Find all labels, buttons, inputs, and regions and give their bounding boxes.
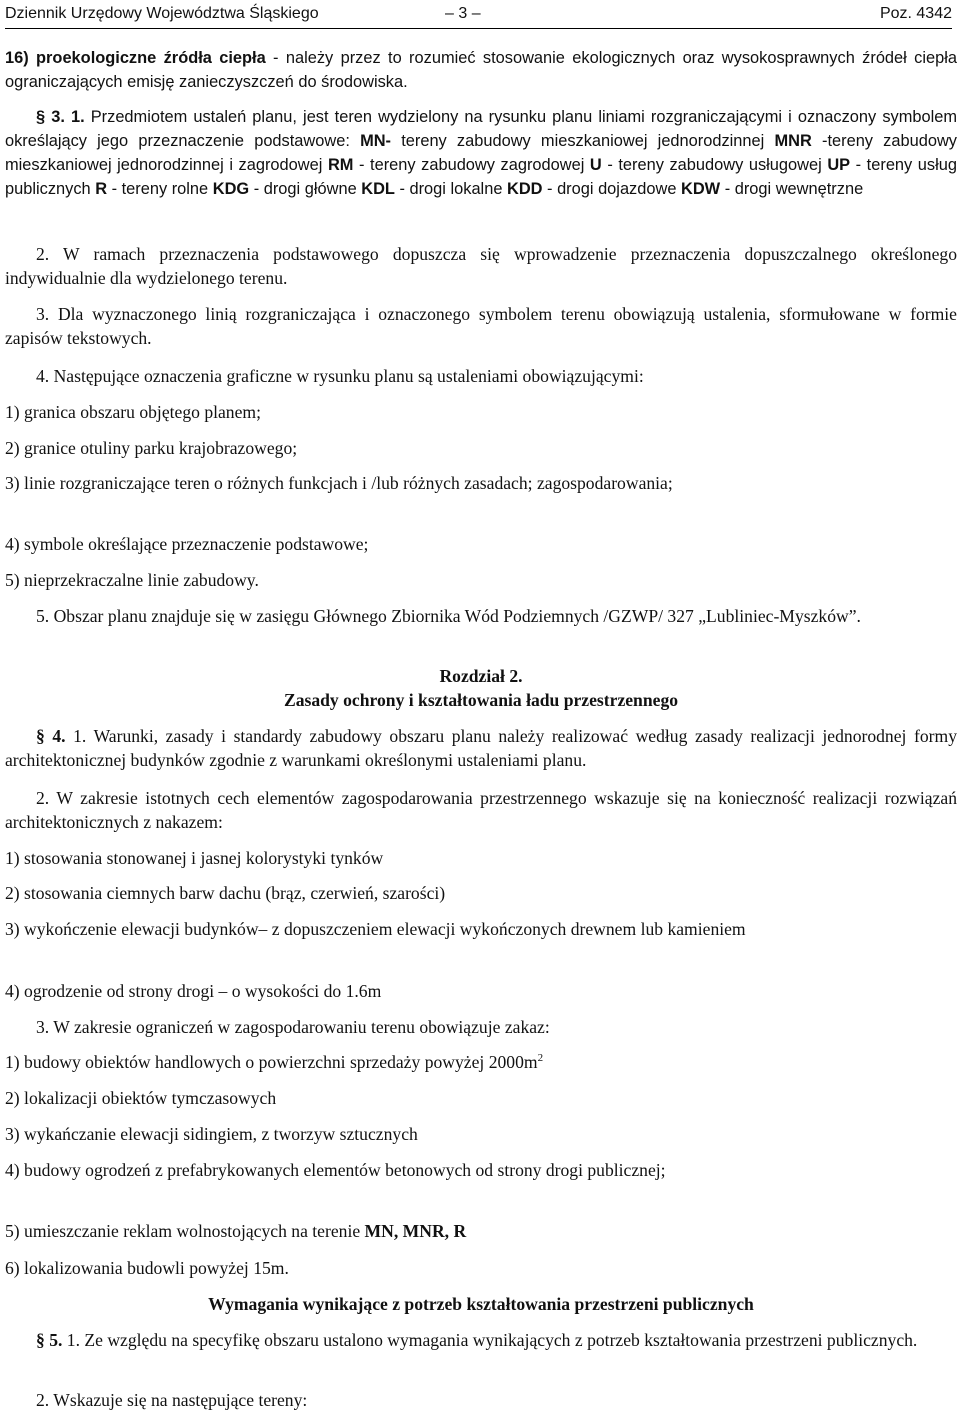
list-item — [5, 1122, 957, 1146]
position-number: Poz. 4342 — [879, 5, 952, 22]
list-item-text: 5) umieszczanie reklam wolnostojących na terenie — [5, 1221, 365, 1241]
section-3-paragraph-3 — [5, 302, 957, 350]
definition-term: 16) proekologiczne źródła ciepła — [5, 49, 266, 67]
list-item-text: 2) granice otuliny parku krajobrazowego; — [5, 438, 298, 458]
symbol-mnr-desc: -tereny zabudowy mieszkaniowej jednorodzinnej i zagrodowej — [5, 132, 957, 174]
section-5-paragraph-2 — [5, 1388, 957, 1412]
symbol-list: MN, MNR, R — [364, 1221, 467, 1241]
symbol-kdg: KDG — [212, 180, 250, 198]
symbol-kdl-desc: - drogi lokalne — [394, 180, 507, 198]
chapter-title-text: Zasady ochrony i kształtowania ładu przestrzennego — [283, 690, 679, 710]
chapter-number-text: Rozdział 2. — [439, 666, 523, 686]
list-item-text: 6) lokalizowania budowli powyżej 15m. — [5, 1258, 289, 1278]
list-item — [5, 917, 805, 941]
list-item-text: 3) wykończenie elewacji budynków– z dopuszczeniem elewacji wykończonych drewnem lub kamieniem — [5, 919, 746, 939]
paragraph-text: 4. Następujące oznaczenia graficzne w rysunku planu są ustaleniami obowiązującymi: — [36, 366, 644, 386]
section-3-paragraph-2 — [5, 242, 957, 290]
list-item — [5, 979, 957, 1003]
section-3-paragraph-4 — [5, 364, 957, 388]
symbol-kdd: KDD — [506, 180, 543, 198]
symbol-rm-desc: - tereny zabudowy zagrodowej — [353, 156, 590, 174]
symbol-r: R — [95, 180, 108, 198]
list-item-text: 4) ogrodzenie od strony drogi – o wysokości do 1.6m — [5, 981, 382, 1001]
symbol-kdw-desc: - drogi wewnętrzne — [720, 180, 864, 198]
section-marker: § 3. 1. — [36, 108, 85, 126]
section-5-paragraph-1 — [5, 1328, 957, 1352]
page-number: – 3 – — [445, 5, 481, 22]
definition-text: - należy przez to rozumieć stosowanie ekologicznych oraz wysokosprawnych źródeł ciepła ograniczających emisję zanieczyszczeń do środowiska. — [5, 49, 957, 91]
subsection-title-text: Wymagania wynikające z potrzeb kształtowania przestrzeni publicznych — [208, 1294, 754, 1314]
subsection-title — [5, 1292, 957, 1316]
definition-item-16 — [5, 46, 957, 94]
symbol-mnr: MNR — [774, 132, 812, 150]
paragraph-text: 5. Obszar planu znajduje się w zasięgu Głównego Zbiornika Wód Podziemnych /GZWP/ 327 „Lubliniec-Myszków”. — [36, 606, 861, 626]
list-item-text: 2) lokalizacji obiektów tymczasowych — [5, 1088, 277, 1108]
list-item — [5, 1050, 957, 1074]
list-item-text: 1) stosowania stonowanej i jasnej kolorystyki tynków — [5, 848, 384, 868]
list-item-text: 3) wykańczanie elewacji sidingiem, z tworzyw sztucznych — [5, 1124, 418, 1144]
symbol-kdd-desc: - drogi dojazdowe — [542, 180, 681, 198]
paragraph-text: 1. Warunki, zasady i standardy zabudowy obszaru planu należy realizować według zasady realizacji jednorodnej formy architektonicznej budynków zgodnie z warunkami określonymi ustaleniami planu. — [5, 726, 957, 770]
list-item — [5, 1086, 957, 1110]
symbol-up-desc: - tereny usług publicznych — [5, 156, 957, 198]
list-item-text: 4) symbole określające przeznaczenie podstawowe; — [5, 534, 369, 554]
section-marker: § 4. — [36, 726, 66, 746]
symbol-kdl: KDL — [361, 180, 395, 198]
list-item-text: 5) nieprzekraczalne linie zabudowy. — [5, 570, 259, 590]
superscript: 2 — [537, 1052, 544, 1064]
symbol-kdw: KDW — [681, 180, 721, 198]
symbol-rm: RM — [327, 156, 354, 174]
paragraph-text: 2. W ramach przeznaczenia podstawowego dopuszcza się wprowadzenie przeznaczenia dopuszczalnego określonego indywidualnie dla wydzielonego terenu. — [5, 244, 957, 288]
paragraph-text: 2. W zakresie istotnych cech elementów zagospodarowania przestrzennego wskazuje się na konieczność realizacji rozwiązań architektonicznych z nakazem: — [5, 788, 957, 832]
chapter-number — [5, 664, 957, 688]
paragraph-text: 1. Ze względu na specyfikę obszaru ustalono wymagania wynikających z potrzeb kształtowania przestrzeni publicznych. — [62, 1330, 918, 1350]
list-item-text: 1) granica obszaru objętego planem; — [5, 402, 261, 422]
paragraph-text: Przedmiotem ustaleń planu, jest teren wydzielony na rysunku planu liniami rozgraniczającymi i oznaczony symbolem określający jego przeznaczenie podstawowe: — [5, 108, 957, 150]
symbol-u: U — [589, 156, 602, 174]
list-item — [5, 471, 685, 495]
list-item — [5, 1158, 775, 1182]
list-item-text: 1) budowy obiektów handlowych o powierzchni sprzedaży powyżej 2000m — [5, 1052, 538, 1072]
paragraph-text: 3. Dla wyznaczonego linią rozgraniczająca i oznaczonego symbolem terenu obowiązują ustalenia, sformułowane w formie zapisów tekstowych. — [5, 304, 957, 348]
section-4-paragraph-1 — [5, 724, 957, 772]
section-marker: § 5. — [36, 1330, 63, 1350]
symbol-u-desc: - tereny zabudowy usługowej — [601, 156, 828, 174]
section-4-paragraph-3 — [5, 1015, 957, 1039]
symbol-mn-desc: tereny zabudowy mieszkaniowej jednorodzinnej — [391, 132, 775, 150]
section-3-paragraph-5 — [5, 604, 957, 628]
list-item — [5, 846, 957, 870]
list-item — [5, 436, 957, 460]
journal-title: Dziennik Urzędowy Województwa Śląskiego — [5, 5, 319, 22]
list-item — [5, 1256, 957, 1280]
section-3-paragraph-1 — [5, 105, 957, 201]
chapter-title — [5, 688, 957, 712]
symbol-r-desc: - tereny rolne — [107, 180, 213, 198]
list-item-text: 4) budowy ogrodzeń z prefabrykowanych elementów betonowych od strony drogi publicznej; — [5, 1160, 666, 1180]
paragraph-text: 2. Wskazuje się na następujące tereny: — [36, 1390, 308, 1410]
page-header — [5, 4, 952, 29]
section-4-paragraph-2 — [5, 786, 957, 834]
symbol-kdg-desc: - drogi główne — [249, 180, 362, 198]
list-item-text: 3) linie rozgraniczające teren o różnych funkcjach i /lub różnych zasadach; zagospodarowania; — [5, 473, 673, 493]
list-item — [5, 568, 957, 592]
list-item — [5, 532, 957, 556]
symbol-mn: MN- — [360, 132, 392, 150]
symbol-up: UP — [827, 156, 851, 174]
list-item-text: 2) stosowania ciemnych barw dachu (brąz, czerwień, szarości) — [5, 883, 446, 903]
list-item — [5, 1219, 957, 1243]
paragraph-text: 3. W zakresie ograniczeń w zagospodarowaniu terenu obowiązuje zakaz: — [36, 1017, 550, 1037]
list-item — [5, 881, 957, 905]
list-item — [5, 400, 957, 424]
